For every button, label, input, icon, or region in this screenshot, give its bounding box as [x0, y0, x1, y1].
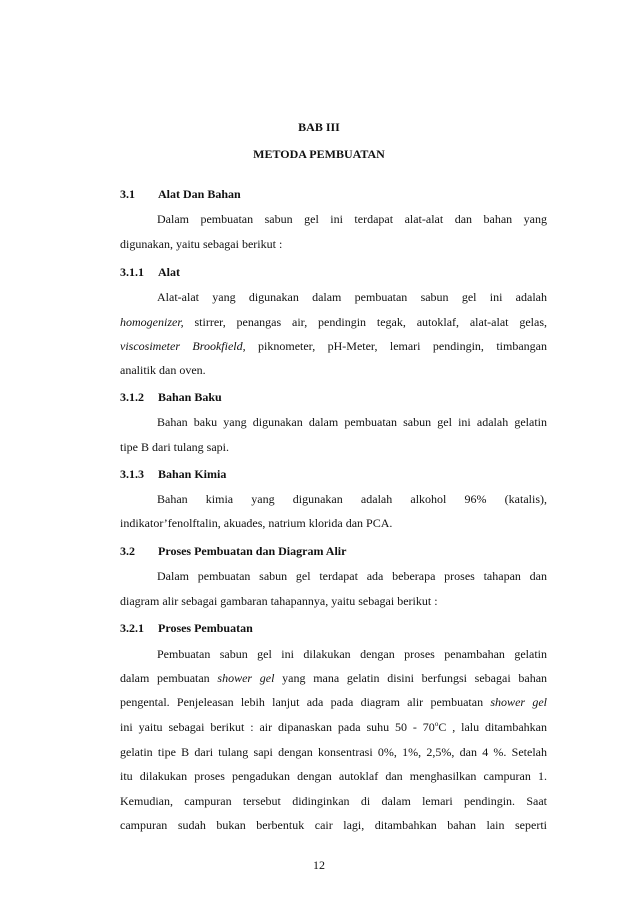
- paragraph-line: indikator’fenolftalin, akuades, natrium klorida dan PCA.: [120, 516, 393, 530]
- paragraph-line: Bahan baku yang digunakan dalam pembuatan sabun gel ini adalah gelatin: [157, 415, 547, 429]
- paragraph-line: itu dilakukan proses pengadukan dengan autoklaf dan menghasilkan campuran 1.: [120, 769, 547, 783]
- paragraph-line: [120, 720, 547, 735]
- italic-term: shower gel: [490, 695, 547, 709]
- paragraph-line: [120, 671, 547, 686]
- section-number: 3.1.2: [120, 390, 144, 404]
- chapter-title: METODA PEMBUATAN: [253, 147, 385, 161]
- paragraph-line: diagram alir sebagai gambaran tahapannya, yaitu sebagai berikut :: [120, 594, 438, 608]
- text-run: piknometer, pH-Meter, lemari pendingin, timbangan: [258, 339, 547, 353]
- section-title: Proses Pembuatan: [158, 621, 253, 635]
- chapter-label: BAB III: [298, 120, 340, 134]
- text-run: ini yaitu sebagai berikut : air dipanaskan pada suhu 50 - 70: [120, 720, 435, 734]
- degree-superscript: o: [434, 720, 439, 728]
- page-number: 12: [313, 858, 325, 872]
- paragraph-line: [120, 695, 547, 710]
- paragraph-line: Pembuatan sabun gel ini dilakukan dengan proses penambahan gelatin: [157, 647, 547, 661]
- paragraph-line: Alat-alat yang digunakan dalam pembuatan sabun gel ini adalah: [157, 290, 547, 304]
- section-title: Bahan Kimia: [158, 467, 227, 481]
- italic-term: viscosimeter Brookfield,: [120, 339, 246, 353]
- paragraph-line: [120, 339, 547, 354]
- subsection-heading: [120, 390, 222, 405]
- italic-term: shower gel: [217, 671, 275, 685]
- section-number: 3.1.1: [120, 265, 144, 279]
- section-number: 3.2.1: [120, 621, 144, 635]
- text-run: pengental. Penjeleasan lebih lanjut ada pada diagram alir pembuatan: [120, 695, 484, 709]
- section-number: 3.2: [120, 544, 135, 558]
- paragraph-line: analitik dan oven.: [120, 363, 206, 377]
- paragraph-line: Dalam pembuatan sabun gel ini terdapat alat-alat dan bahan yang: [157, 212, 547, 226]
- section-title: Proses Pembuatan dan Diagram Alir: [158, 544, 347, 558]
- paragraph-line: Bahan kimia yang digunakan adalah alkohol 96% (katalis),: [157, 492, 547, 506]
- paragraph-line: digunakan, yaitu sebagai berikut :: [120, 237, 283, 251]
- text-run: yang mana gelatin disini berfungsi sebagai bahan: [282, 671, 548, 685]
- section-title: Bahan Baku: [158, 390, 222, 404]
- paragraph-line: gelatin tipe B dari tulang sapi dengan konsentrasi 0%, 1%, 2,5%, dan 4 %. Setelah: [120, 745, 547, 759]
- text-run: dalam pembuatan: [120, 671, 210, 685]
- subsection-heading: [120, 621, 253, 636]
- paragraph-line: Dalam pembuatan sabun gel terdapat ada beberapa proses tahapan dan: [157, 569, 547, 583]
- section-title: Alat Dan Bahan: [158, 187, 241, 201]
- section-number: 3.1: [120, 187, 135, 201]
- section-heading: [120, 544, 346, 559]
- paragraph-line: campuran sudah bukan berbentuk cair lagi, ditambahkan bahan lain seperti: [120, 818, 547, 832]
- subsection-heading: [120, 265, 180, 280]
- paragraph-line: Kemudian, campuran tersebut didinginkan di dalam lemari pendingin. Saat: [120, 794, 547, 808]
- paragraph-line: tipe B dari tulang sapi.: [120, 440, 229, 454]
- text-run: stirrer, penangas air, pendingin tegak, autoklaf, alat-alat gelas,: [194, 315, 547, 329]
- section-number: 3.1.3: [120, 467, 144, 481]
- text-run: C , lalu ditambahkan: [438, 720, 547, 734]
- section-heading: [120, 187, 241, 202]
- italic-term: homogenizer,: [120, 315, 184, 329]
- paragraph-line: [120, 315, 547, 330]
- subsection-heading: [120, 467, 226, 482]
- section-title: Alat: [158, 265, 180, 279]
